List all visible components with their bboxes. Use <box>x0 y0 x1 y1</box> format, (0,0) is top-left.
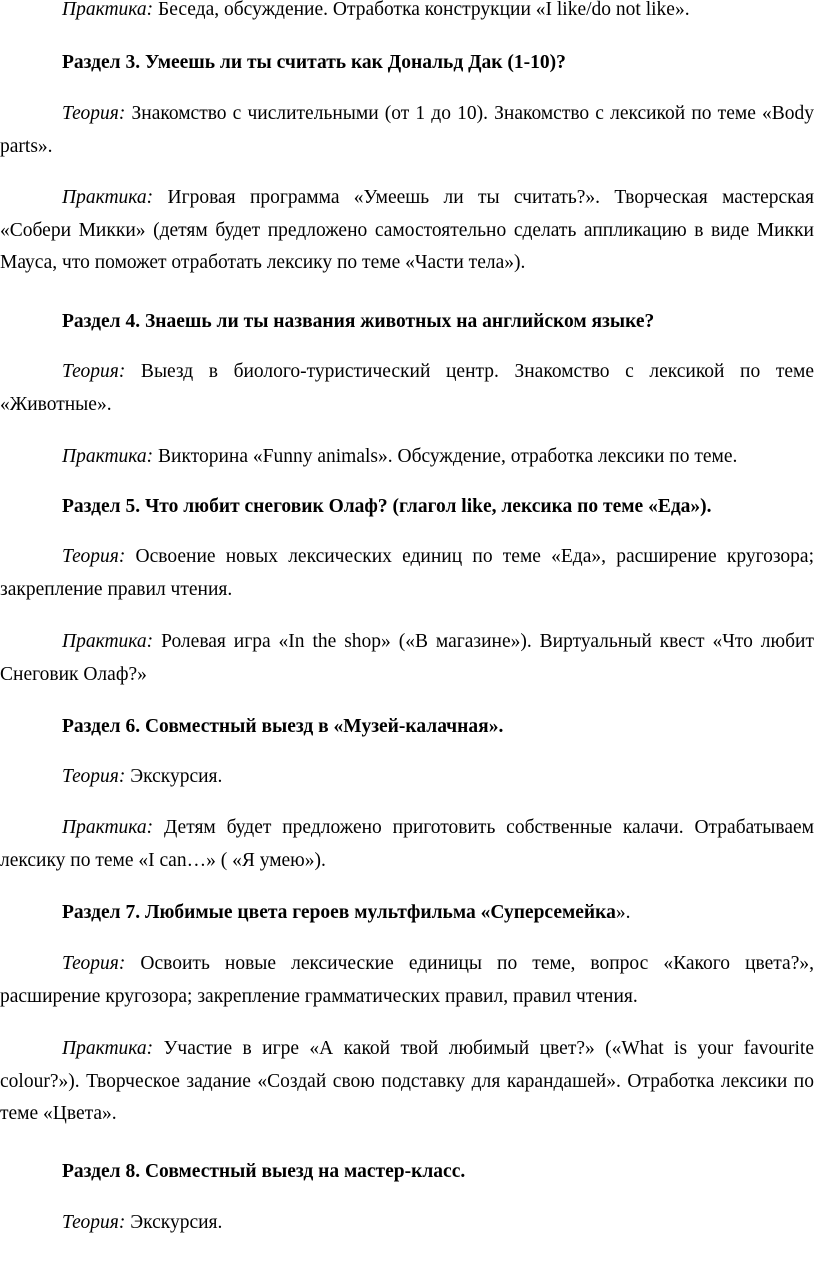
theory-paragraph-section-7 <box>0 948 816 1013</box>
section-6-heading: Раздел 6. Совместный выезд в «Музей-калачная». <box>62 716 504 737</box>
practice-paragraph-section-4 <box>0 441 816 474</box>
theory-paragraph-section-4 <box>0 356 816 421</box>
theory-label: Теория: <box>62 1212 126 1233</box>
practice-paragraph-section-5 <box>0 626 816 691</box>
paragraph-text: Освоение новых лексических единиц по теме «Еда», расширение кругозора; закрепление правил чтения. <box>0 546 814 600</box>
practice-label: Практика: <box>62 187 154 208</box>
practice-paragraph-section-2 <box>0 0 816 27</box>
practice-paragraph-section-6 <box>0 812 816 877</box>
theory-label: Теория: <box>62 361 126 382</box>
theory-paragraph-section-6 <box>0 761 816 794</box>
paragraph-text: Викторина «Funny animals». Обсуждение, отработка лексики по теме. <box>153 446 738 467</box>
practice-label: Практика: <box>62 1038 154 1059</box>
practice-label: Практика: <box>62 446 154 467</box>
theory-label: Теория: <box>62 953 126 974</box>
paragraph-text: Знакомство с числительными (от 1 до 10). Знакомство с лексикой по теме «Body parts». <box>0 103 814 157</box>
section-3-heading: Раздел 3. Умеешь ли ты считать как Дональд Дак (1-10)? <box>62 52 566 73</box>
paragraph-text: Игровая программа «Умеешь ли ты считать?». Творческая мастерская «Собери Микки» (детям будет предложено самостоятельно сделать аппликацию в виде Микки Мауса, что поможет отработать лексику по теме «Части тела»). <box>0 187 814 273</box>
paragraph-text: Экскурсия. <box>125 1212 223 1233</box>
theory-label: Теория: <box>62 766 126 787</box>
section-8-heading: Раздел 8. Совместный выезд на мастер-класс. <box>62 1161 466 1182</box>
section-4-heading: Раздел 4. Знаешь ли ты названия животных на английском языке? <box>62 311 655 332</box>
section-7-heading <box>62 897 630 930</box>
paragraph-text: Беседа, обсуждение. Отработка конструкции «I like/do not like». <box>153 0 690 20</box>
paragraph-text: Выезд в биолого-туристический центр. Знакомство с лексикой по теме «Животные». <box>0 361 814 415</box>
paragraph-text: Участие в игре «А какой твой любимый цвет?» («What is your favourite colour?»). Творческое задание «Создай свою подставку для карандашей». Отработка лексики по теме «Цвета». <box>0 1038 814 1124</box>
paragraph-text: Ролевая игра «In the shop» («В магазине»). Виртуальный квест «Что любит Снеговик Олаф?» <box>0 631 814 685</box>
theory-paragraph-section-3 <box>0 98 816 163</box>
practice-label: Практика: <box>62 817 154 838</box>
theory-paragraph-section-5 <box>0 541 816 606</box>
paragraph-text: Детям будет предложено приготовить собственные калачи. Отрабатываем лексику по теме «I can…» ( «Я умею»). <box>0 817 814 871</box>
practice-paragraph-section-3 <box>0 182 816 280</box>
practice-paragraph-section-7 <box>0 1033 816 1131</box>
theory-label: Теория: <box>62 546 126 567</box>
section-7-heading-text: Раздел 7. Любимые цвета героев мультфильма «Суперсемейка <box>62 902 616 923</box>
practice-label: Практика: <box>62 631 154 652</box>
practice-label: Практика: <box>62 0 154 20</box>
section-5-heading: Раздел 5. Что любит снеговик Олаф? (глагол like, лексика по теме «Еда»). <box>62 496 712 517</box>
paragraph-text: Экскурсия. <box>125 766 223 787</box>
theory-label: Теория: <box>62 103 126 124</box>
paragraph-text: Освоить новые лексические единицы по теме, вопрос «Какого цвета?», расширение кругозора; закрепление грамматических правил, правил чтения. <box>0 953 814 1007</box>
theory-paragraph-section-8 <box>0 1207 816 1240</box>
section-7-heading-tail: ». <box>615 902 631 923</box>
